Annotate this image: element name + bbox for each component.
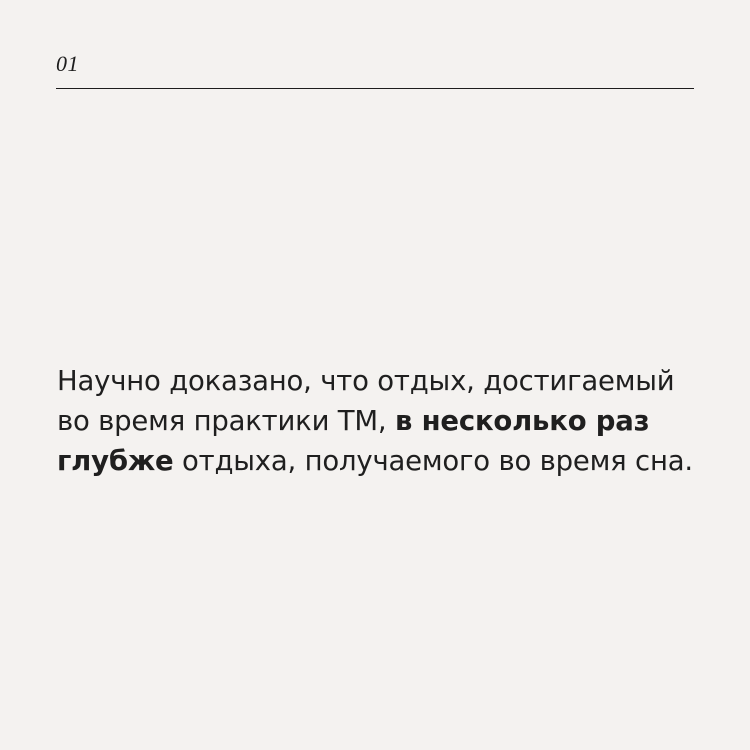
body-paragraph xyxy=(57,361,697,481)
header-divider xyxy=(56,88,694,89)
paragraph-lead: Научно доказано, что отдых, достигаемый во время практики ТМ, xyxy=(57,364,675,437)
slide-number: 01 xyxy=(56,51,79,76)
paragraph-tail: отдыха, получаемого во время сна. xyxy=(173,444,693,477)
paragraph-emphasis: в несколько раз глубже xyxy=(57,404,650,477)
